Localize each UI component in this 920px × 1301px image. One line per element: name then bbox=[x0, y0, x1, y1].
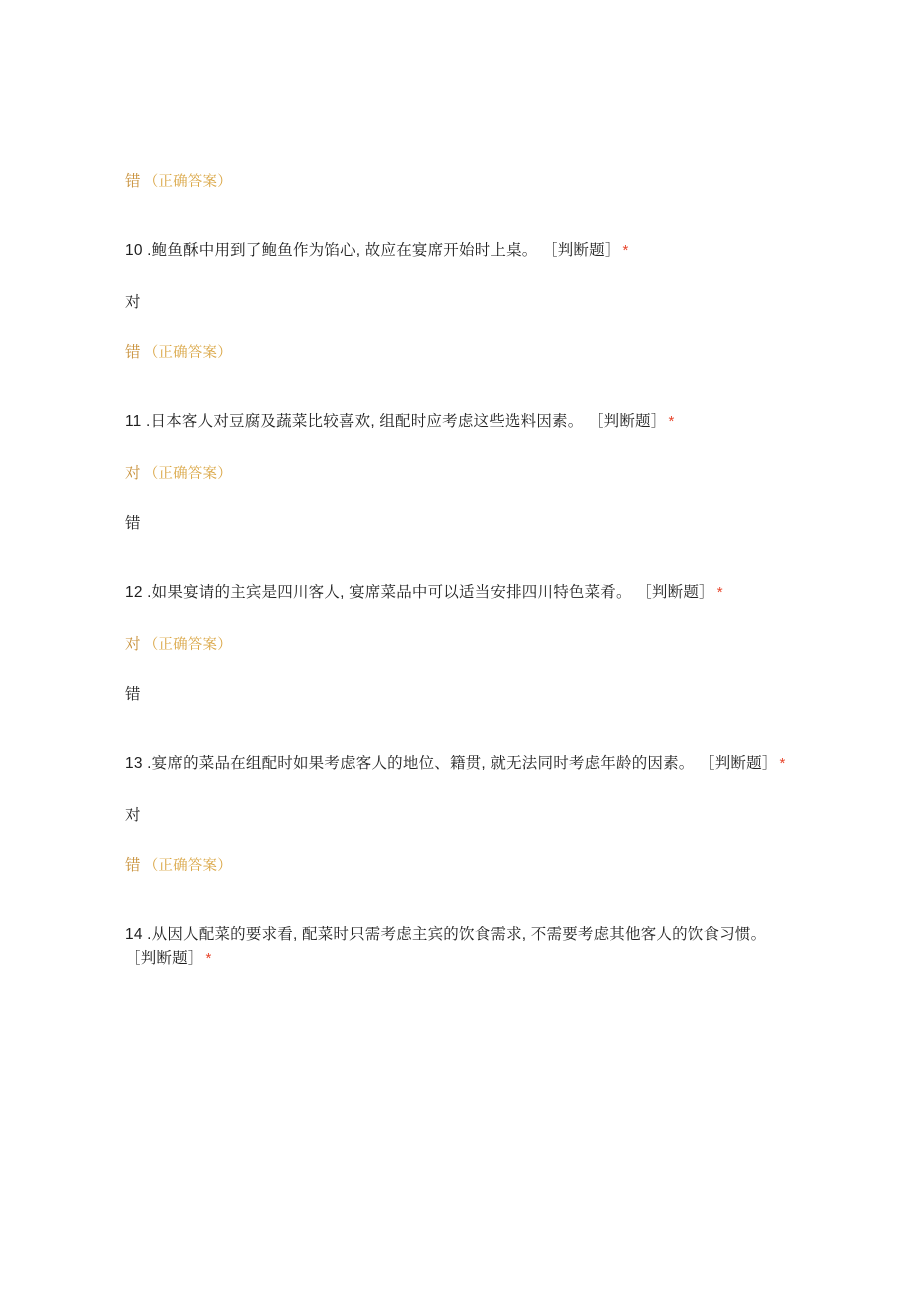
question-number: 11 bbox=[125, 413, 142, 431]
option-row[interactable] bbox=[125, 291, 795, 315]
required-mark: * bbox=[205, 950, 212, 968]
option-row[interactable] bbox=[125, 512, 795, 536]
question-body: .从因人配菜的要求看, 配菜时只需考虑主宾的饮食需求, 不需要考虑其他客人的饮食习惯。 bbox=[147, 926, 767, 944]
option-row[interactable] bbox=[125, 683, 795, 707]
required-mark: * bbox=[779, 755, 786, 773]
option-label: 对 bbox=[125, 465, 141, 483]
question-body: .鲍鱼酥中用到了鲍鱼作为馅心, 故应在宴席开始时上桌。 bbox=[147, 242, 538, 260]
option-row[interactable] bbox=[125, 854, 795, 878]
option-label: 对 bbox=[125, 294, 141, 312]
question-block-10 bbox=[125, 239, 795, 365]
correct-answer-tag: （正确答案） bbox=[143, 637, 232, 654]
correct-answer-tag: （正确答案） bbox=[143, 858, 232, 875]
option-row[interactable] bbox=[125, 170, 795, 194]
question-body: .如果宴请的主宾是四川客人, 宴席菜品中可以适当安排四川特色菜肴。 bbox=[147, 584, 632, 602]
question-body: .宴席的菜品在组配时如果考虑客人的地位、籍贯, 就无法同时考虑年龄的因素。 bbox=[147, 755, 695, 773]
question-block-13 bbox=[125, 752, 795, 878]
question-number: 14 bbox=[125, 926, 143, 944]
option-label: 错 bbox=[125, 515, 141, 533]
option-label: 对 bbox=[125, 807, 141, 825]
question-number: 13 bbox=[125, 755, 143, 773]
question-type-tag: ［判断题］ bbox=[542, 242, 621, 260]
question-number: 12 bbox=[125, 584, 143, 602]
question-type-tag: ［判断题］ bbox=[587, 413, 667, 431]
option-label: 错 bbox=[125, 857, 141, 875]
option-row[interactable] bbox=[125, 462, 795, 486]
option-label: 对 bbox=[125, 636, 141, 654]
question-type-tag: ［判断题］ bbox=[699, 755, 778, 773]
question-body: .日本客人对豆腐及蔬菜比较喜欢, 组配时应考虑这些选料因素。 bbox=[146, 413, 584, 431]
question-text bbox=[125, 581, 795, 605]
option-row[interactable] bbox=[125, 341, 795, 365]
correct-answer-tag: （正确答案） bbox=[143, 345, 232, 362]
required-mark: * bbox=[668, 413, 675, 431]
option-label: 错 bbox=[125, 173, 141, 190]
question-text bbox=[125, 752, 795, 776]
question-type-tag: ［判断题］ bbox=[125, 950, 204, 968]
question-block-9-tail bbox=[125, 170, 795, 194]
correct-answer-tag: （正确答案） bbox=[143, 174, 232, 190]
question-text bbox=[125, 239, 795, 263]
question-block-12 bbox=[125, 581, 795, 707]
question-text bbox=[125, 410, 795, 434]
option-label: 错 bbox=[125, 686, 141, 704]
question-block-11 bbox=[125, 410, 795, 536]
question-block-14 bbox=[125, 923, 795, 971]
correct-answer-tag: （正确答案） bbox=[143, 466, 232, 483]
option-label: 错 bbox=[125, 344, 141, 362]
question-number: 10 bbox=[125, 242, 143, 260]
question-type-tag: ［判断题］ bbox=[636, 584, 715, 602]
required-mark: * bbox=[622, 242, 629, 260]
option-row[interactable] bbox=[125, 804, 795, 828]
option-row[interactable] bbox=[125, 633, 795, 657]
required-mark: * bbox=[716, 584, 723, 602]
question-text bbox=[125, 923, 795, 971]
